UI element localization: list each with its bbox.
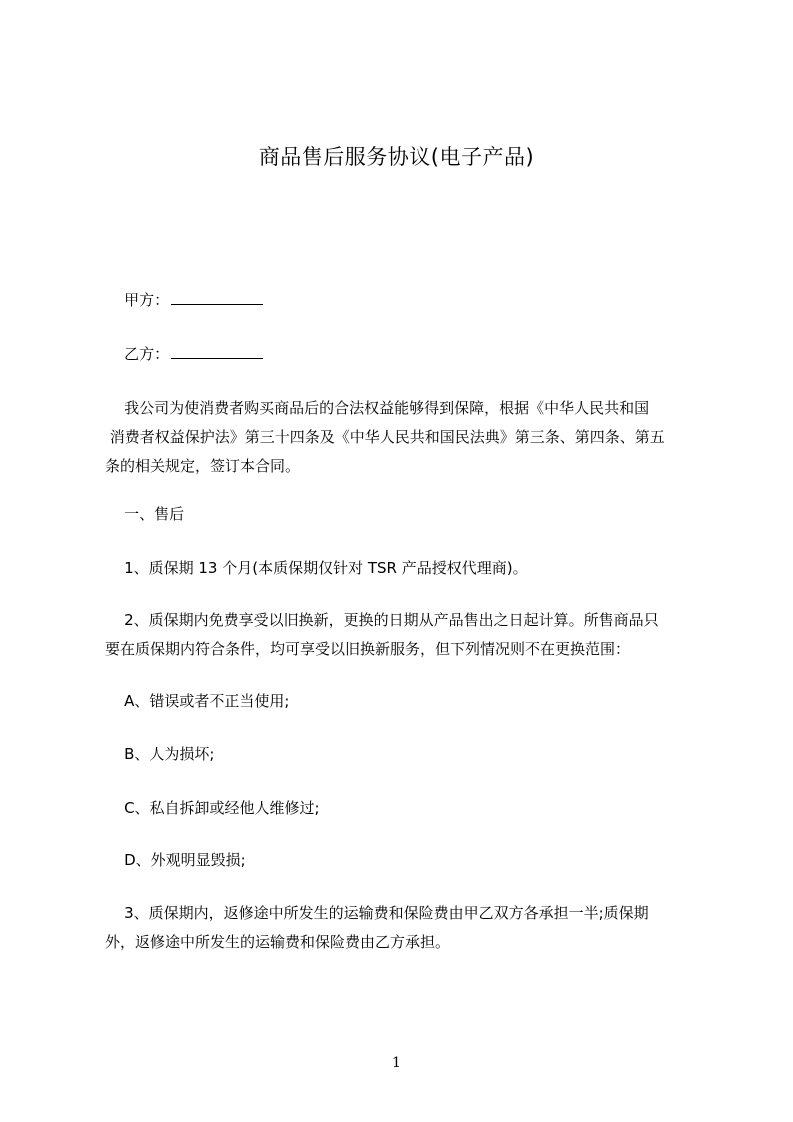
intro-paragraph — [105, 394, 711, 481]
clause-1: 1、质保期 13 个月(本质保期仅针对 TSR 产品授权代理商)。 — [105, 559, 528, 577]
item-c: C、私自拆卸或经他人维修过; — [105, 799, 320, 817]
clause-2-paragraph — [105, 606, 711, 664]
party-a-line — [105, 286, 711, 315]
intro-line-3: 条的相关规定，签订本合同。 — [105, 457, 301, 475]
party-b-blank[interactable] — [171, 343, 263, 359]
item-a: A、错误或者不正当使用; — [105, 692, 290, 710]
intro-line-2: 消费者权益保护法》第三十四条及《中华人民共和国民法典》第三条、第四条、第五 — [105, 428, 665, 446]
item-d: D、外观明显毁损; — [105, 851, 246, 869]
clause-2-line-2: 要在质保期内符合条件，均可享受以旧换新服务，但下列情况则不在更换范围： — [105, 640, 631, 658]
item-b: B、人为损坏; — [105, 745, 215, 763]
document-title: 商品售后服务协议(电子产品) — [258, 145, 535, 169]
clause-3-paragraph — [105, 899, 711, 957]
clause-3-line-1: 3、质保期内，返修途中所发生的运输费和保险费由甲乙双方各承担一半;质保期 — [105, 904, 649, 922]
party-b-label: 乙方： — [124, 345, 170, 363]
party-a-blank[interactable] — [171, 289, 263, 305]
page-number: 1 — [392, 1055, 401, 1071]
intro-line-1: 我公司为使消费者购买商品后的合法权益能够得到保障，根据《中华人民共和国 — [105, 399, 650, 417]
party-a-label: 甲方： — [124, 291, 170, 309]
clause-3-line-2: 外，返修途中所发生的运输费和保险费由乙方承担。 — [105, 933, 451, 951]
section-1-heading: 一、售后 — [105, 505, 185, 523]
party-b-line — [105, 340, 711, 369]
clause-2-line-1: 2、质保期内免费享受以旧换新，更换的日期从产品售出之日起计算。所售商品只 — [105, 611, 659, 629]
